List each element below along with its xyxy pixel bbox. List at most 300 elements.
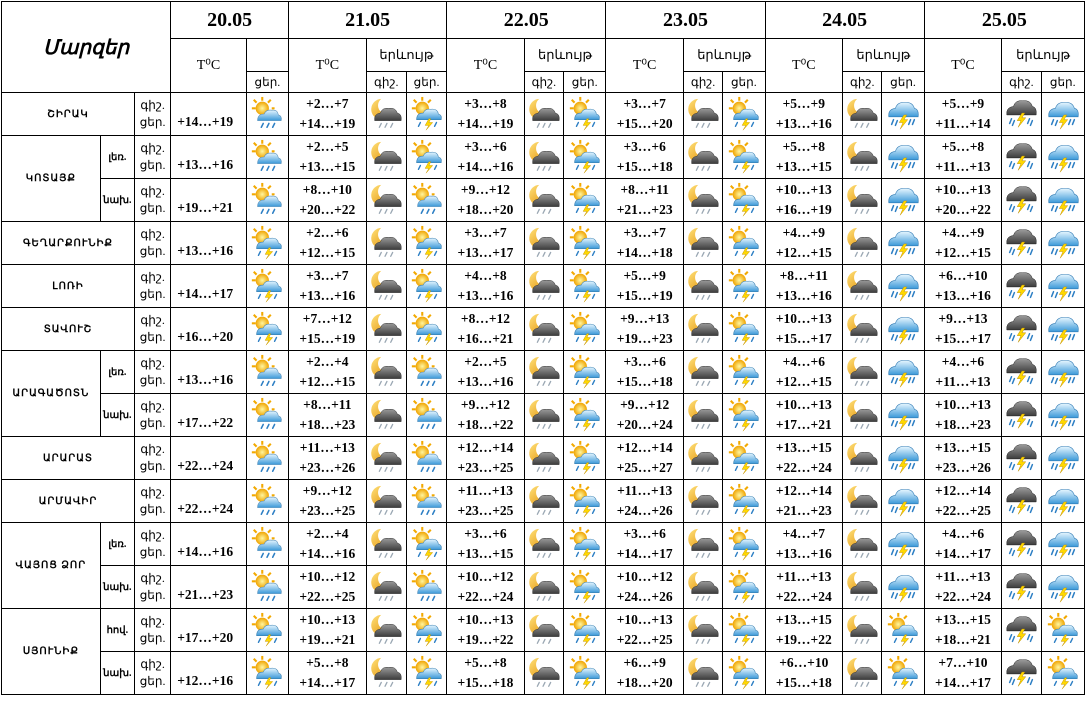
temperature-cell — [171, 566, 247, 609]
day-temp: +18…+23 — [299, 417, 356, 432]
night-temp: +13…+15 — [935, 612, 991, 627]
weather-icon-cell — [843, 222, 882, 265]
moon-cloud-rain-icon — [526, 268, 562, 304]
moon-cloud-rain-icon — [844, 354, 880, 390]
temperature-cell — [606, 394, 684, 437]
temperature-cell — [171, 609, 247, 652]
temperature-cell — [289, 609, 367, 652]
weather-icon-cell — [683, 609, 722, 652]
weather-icon-cell — [723, 351, 765, 394]
weather-icon-cell — [882, 437, 924, 480]
weather-icon-cell — [723, 394, 765, 437]
marz-name: ԱՐԱԳԱԾՈՏՆ — [2, 351, 101, 437]
dark-storm-icon — [1003, 139, 1039, 175]
day-temp: +14…+17 — [299, 675, 356, 690]
marz-name: ՏԱՎՈՒՇ — [2, 308, 135, 351]
moon-cloud-rain-icon — [844, 139, 880, 175]
night-temp: +4…+7 — [782, 526, 825, 541]
moon-cloud-rain-icon — [526, 612, 562, 648]
weather-icon-cell — [246, 480, 288, 523]
sun-cloud-storm-icon — [726, 182, 762, 218]
weather-icon-cell — [406, 394, 446, 437]
period-labels — [134, 652, 170, 695]
temperature-cell — [765, 351, 843, 394]
temperature-cell — [765, 566, 843, 609]
table-header — [2, 2, 1085, 93]
weather-icon-cell — [564, 222, 606, 265]
period-labels — [134, 351, 170, 394]
weather-icon-cell — [564, 394, 606, 437]
temperature-cell — [289, 93, 367, 136]
moon-cloud-rain-icon — [368, 612, 404, 648]
temperature-cell — [924, 308, 1002, 351]
sun-cloud-storm-icon — [409, 268, 445, 304]
day-temp: +13…+16 — [775, 116, 832, 131]
weather-icon-cell — [683, 566, 722, 609]
day-temp: +15…+18 — [775, 675, 832, 690]
weather-icon-cell — [1002, 265, 1041, 308]
event-header: երևույթ — [843, 39, 925, 72]
weather-icon-cell — [246, 265, 288, 308]
moon-cloud-rain-icon — [685, 182, 721, 218]
temperature-cell — [765, 308, 843, 351]
weather-icon-cell — [406, 523, 446, 566]
day-label: ցեր. — [139, 330, 166, 344]
temperature-cell — [171, 308, 247, 351]
moon-cloud-rain-icon — [685, 526, 721, 562]
temperature-cell — [606, 523, 684, 566]
temperature-cell — [924, 480, 1002, 523]
day-temp: +20…+22 — [935, 202, 991, 217]
temp-header: T⁰C — [606, 39, 684, 93]
sun-cloud-storm-icon — [409, 655, 445, 691]
moon-cloud-rain-icon — [844, 526, 880, 562]
period-labels — [134, 222, 170, 265]
weather-icon-cell — [683, 179, 722, 222]
cloud-storm-icon — [885, 526, 921, 562]
weather-icon-cell — [366, 136, 406, 179]
night-temp: +8…+11 — [620, 182, 669, 197]
moon-cloud-rain-icon — [685, 225, 721, 261]
moon-cloud-rain-icon — [526, 225, 562, 261]
weather-icon-cell — [246, 609, 288, 652]
night-temp: +5…+8 — [464, 655, 507, 670]
sun-cloud-rain-icon — [409, 397, 445, 433]
altitude-zone: լեռ. — [100, 351, 134, 394]
moon-cloud-rain-icon — [685, 440, 721, 476]
weather-icon-cell — [564, 480, 606, 523]
day-temp: +22…+24 — [775, 460, 832, 475]
day-temp: +14…+17 — [935, 675, 991, 690]
dark-storm-icon — [1003, 354, 1039, 390]
weather-icon-cell — [882, 480, 924, 523]
weather-icon-cell — [366, 93, 406, 136]
temperature-cell — [447, 136, 525, 179]
day-temp: +18…+21 — [935, 632, 991, 647]
temperature-cell — [289, 351, 367, 394]
temperature-cell — [765, 652, 843, 695]
weather-icon-cell — [1002, 136, 1041, 179]
sun-cloud-storm-icon — [726, 96, 762, 132]
night-subheader: գիշ. — [843, 72, 882, 93]
night-temp: +3…+7 — [464, 225, 507, 240]
night-temp: +10…+13 — [299, 612, 356, 627]
day-temp: +19…+21 — [299, 632, 356, 647]
period-labels — [134, 308, 170, 351]
temperature-cell — [765, 179, 843, 222]
weather-icon-cell — [406, 351, 446, 394]
temperature-cell — [289, 265, 367, 308]
day-label: ցեր. — [139, 158, 166, 172]
weather-icon-cell — [524, 265, 563, 308]
temperature-cell — [924, 609, 1002, 652]
temperature-cell — [606, 222, 684, 265]
weather-icon-cell — [723, 179, 765, 222]
weather-icon-cell — [1041, 179, 1084, 222]
weather-icon-cell — [843, 136, 882, 179]
event-header: երևույթ — [1002, 39, 1085, 72]
temperature-cell — [447, 523, 525, 566]
marz-header: Մարզեր — [2, 2, 171, 93]
temperature-cell — [606, 437, 684, 480]
night-label: գիշ. — [140, 614, 165, 628]
weather-icon-cell — [723, 222, 765, 265]
cloud-storm-icon — [885, 139, 921, 175]
night-temp: +8…+11 — [303, 397, 352, 412]
weather-icon-cell — [843, 523, 882, 566]
weather-icon-cell — [564, 652, 606, 695]
date-header: 23.05 — [606, 2, 765, 39]
weather-icon-cell — [524, 480, 563, 523]
day-temp: +16…+20 — [177, 329, 234, 344]
day-label: ցեր. — [139, 115, 166, 129]
moon-cloud-rain-icon — [685, 397, 721, 433]
weather-icon-cell — [683, 480, 722, 523]
day-temp: +18…+22 — [457, 417, 514, 432]
table-row — [2, 609, 1085, 652]
weather-icon-cell — [843, 265, 882, 308]
weather-icon-cell — [246, 437, 288, 480]
weather-icon-cell — [882, 308, 924, 351]
day-temp: +15…+20 — [616, 116, 673, 131]
moon-cloud-rain-icon — [685, 139, 721, 175]
day-temp: +13…+15 — [775, 159, 832, 174]
moon-cloud-rain-icon — [368, 569, 404, 605]
day-temp: +19…+21 — [177, 200, 234, 215]
altitude-zone: նախ. — [100, 394, 134, 437]
altitude-zone: նախ. — [100, 566, 134, 609]
weather-icon-cell — [366, 609, 406, 652]
moon-cloud-rain-icon — [844, 440, 880, 476]
weather-icon-cell — [683, 136, 722, 179]
moon-cloud-rain-icon — [685, 655, 721, 691]
temperature-cell — [924, 523, 1002, 566]
moon-cloud-rain-icon — [685, 569, 721, 605]
day-temp: +12…+15 — [775, 374, 832, 389]
cloud-storm-icon — [1045, 569, 1081, 605]
table-row — [2, 480, 1085, 523]
day-temp: +11…+14 — [935, 116, 991, 131]
day-temp: +14…+16 — [299, 546, 356, 561]
cloud-storm-icon — [1045, 268, 1081, 304]
night-temp: +3…+8 — [464, 96, 507, 111]
night-temp: +11…+13 — [457, 483, 514, 498]
day-temp: +22…+24 — [775, 589, 832, 604]
day-temp: +15…+19 — [616, 288, 673, 303]
day-label: ցեր. — [139, 674, 166, 688]
period-labels — [134, 609, 170, 652]
night-temp: +12…+14 — [616, 440, 673, 455]
moon-cloud-rain-icon — [368, 483, 404, 519]
moon-cloud-rain-icon — [368, 225, 404, 261]
cloud-storm-icon — [885, 96, 921, 132]
day-temp: +13…+17 — [457, 245, 514, 260]
sun-cloud-storm-icon — [567, 139, 603, 175]
weather-icon-cell — [1002, 480, 1041, 523]
weather-icon-cell — [406, 480, 446, 523]
day-subheader: ցեր. — [564, 72, 606, 93]
temperature-cell — [171, 523, 247, 566]
weather-icon-cell — [366, 437, 406, 480]
night-temp: +2…+7 — [306, 96, 349, 111]
night-temp: +5…+9 — [623, 268, 666, 283]
day-temp: +14…+17 — [177, 286, 234, 301]
temperature-cell — [447, 480, 525, 523]
sun-cloud-storm-icon — [726, 612, 762, 648]
night-temp: +12…+14 — [457, 440, 514, 455]
weather-icon-cell — [564, 93, 606, 136]
day-subheader: ցեր. — [882, 72, 924, 93]
day-temp: +13…+16 — [457, 288, 514, 303]
cloud-storm-icon — [1045, 182, 1081, 218]
weather-icon-cell — [882, 179, 924, 222]
day-temp: +13…+16 — [935, 288, 991, 303]
day-label: ցեր. — [139, 287, 166, 301]
moon-cloud-rain-icon — [844, 655, 880, 691]
altitude-zone: նախ. — [100, 179, 134, 222]
day-temp: +19…+22 — [457, 632, 514, 647]
night-temp: +7…+10 — [938, 655, 988, 670]
sun-cloud-storm-icon — [726, 526, 762, 562]
temperature-cell — [606, 136, 684, 179]
day-temp: +13…+16 — [177, 157, 234, 172]
cloud-storm-icon — [1045, 96, 1081, 132]
temperature-cell — [924, 136, 1002, 179]
temperature-cell — [171, 437, 247, 480]
weather-icon-cell — [723, 308, 765, 351]
temperature-cell — [765, 437, 843, 480]
period-labels — [134, 179, 170, 222]
temperature-cell — [171, 136, 247, 179]
dark-storm-icon — [1003, 440, 1039, 476]
weather-icon-cell — [524, 136, 563, 179]
night-temp: +10…+13 — [775, 182, 832, 197]
moon-cloud-rain-icon — [844, 268, 880, 304]
day-temp: +13…+16 — [299, 288, 356, 303]
temperature-cell — [289, 179, 367, 222]
night-temp: +8…+12 — [460, 311, 511, 326]
night-temp: +6…+10 — [938, 268, 988, 283]
night-temp: +10…+13 — [616, 612, 673, 627]
forecast-table — [1, 1, 1085, 695]
night-temp: +8…+11 — [779, 268, 828, 283]
day-temp: +11…+13 — [935, 374, 991, 389]
day-temp: +17…+20 — [177, 630, 234, 645]
table-row — [2, 179, 1085, 222]
night-subheader: գիշ. — [366, 72, 406, 93]
temperature-cell — [289, 136, 367, 179]
night-temp: +11…+13 — [935, 569, 991, 584]
night-temp: +4…+6 — [941, 354, 985, 369]
day-temp: +18…+20 — [616, 675, 673, 690]
night-temp: +9…+12 — [302, 483, 352, 498]
table-row — [2, 351, 1085, 394]
weather-icon-cell — [1002, 394, 1041, 437]
cloud-storm-icon — [885, 311, 921, 347]
temperature-cell — [765, 523, 843, 566]
night-temp: +3…+6 — [464, 526, 507, 541]
sun-cloud-storm-icon — [567, 440, 603, 476]
night-label: գիշ. — [140, 227, 165, 241]
marz-name: ՍՅՈՒՆԻՔ — [2, 609, 101, 695]
weather-icon-cell — [564, 566, 606, 609]
day-temp: +15…+18 — [616, 159, 673, 174]
night-temp: +5…+8 — [782, 139, 825, 154]
weather-icon-cell — [564, 136, 606, 179]
sun-cloud-rain-icon — [249, 354, 285, 390]
table-row — [2, 394, 1085, 437]
moon-cloud-rain-icon — [844, 569, 880, 605]
day-temp: +23…+26 — [935, 460, 991, 475]
sun-cloud-storm-icon — [726, 139, 762, 175]
moon-cloud-rain-icon — [526, 569, 562, 605]
night-temp: +9…+13 — [938, 311, 988, 326]
weather-icon-cell — [366, 308, 406, 351]
day-temp: +15…+17 — [935, 331, 991, 346]
weather-icon-cell — [366, 480, 406, 523]
temperature-cell — [289, 394, 367, 437]
weather-icon-cell — [564, 351, 606, 394]
weather-icon-cell — [406, 136, 446, 179]
period-labels — [134, 523, 170, 566]
day-label: ցեր. — [139, 416, 166, 430]
weather-icon-cell — [1002, 179, 1041, 222]
temperature-cell — [924, 265, 1002, 308]
date-header: 24.05 — [765, 2, 924, 39]
sun-cloud-rain-icon — [249, 397, 285, 433]
moon-cloud-rain-icon — [526, 182, 562, 218]
weather-icon-cell — [406, 222, 446, 265]
weather-icon-cell — [246, 652, 288, 695]
temperature-cell — [447, 652, 525, 695]
sun-cloud-storm-icon — [1045, 655, 1081, 691]
altitude-zone: նախ. — [100, 652, 134, 695]
dark-storm-icon — [1003, 612, 1039, 648]
weather-icon-cell — [246, 179, 288, 222]
altitude-zone: լեռ. — [100, 136, 134, 179]
weather-icon-cell — [843, 566, 882, 609]
sun-cloud-rain-icon — [249, 526, 285, 562]
weather-icon-cell — [564, 437, 606, 480]
weather-icon-cell — [366, 523, 406, 566]
period-labels — [134, 394, 170, 437]
temperature-cell — [447, 609, 525, 652]
dark-storm-icon — [1003, 483, 1039, 519]
moon-cloud-rain-icon — [685, 311, 721, 347]
night-temp: +10…+12 — [299, 569, 356, 584]
temperature-cell — [171, 265, 247, 308]
cloud-storm-icon — [885, 225, 921, 261]
night-label: գիշ. — [140, 399, 165, 413]
weather-icon-cell — [882, 222, 924, 265]
day-subheader: ցեր. — [723, 72, 765, 93]
table-row — [2, 222, 1085, 265]
weather-icon-cell — [524, 308, 563, 351]
night-temp: +9…+13 — [620, 311, 670, 326]
temperature-cell — [606, 308, 684, 351]
day-temp: +22…+24 — [457, 589, 514, 604]
weather-icon-cell — [524, 222, 563, 265]
day-temp: +13…+16 — [177, 243, 234, 258]
night-temp: +2…+4 — [306, 354, 349, 369]
temperature-cell — [289, 222, 367, 265]
weather-icon-cell — [564, 265, 606, 308]
weather-icon-cell — [1041, 93, 1084, 136]
weather-icon-cell — [882, 394, 924, 437]
night-label: գիշ. — [140, 485, 165, 499]
day-temp: +19…+23 — [616, 331, 673, 346]
table-row — [2, 652, 1085, 695]
night-temp: +5…+9 — [941, 96, 985, 111]
night-subheader: գիշ. — [1002, 72, 1041, 93]
day-temp: +22…+25 — [299, 589, 356, 604]
temperature-cell — [924, 394, 1002, 437]
weather-icon-cell — [843, 93, 882, 136]
cloud-storm-icon — [885, 440, 921, 476]
table-row — [2, 265, 1085, 308]
day-label: ցեր. — [139, 545, 166, 559]
day-temp: +23…+26 — [299, 460, 356, 475]
temperature-cell — [765, 265, 843, 308]
cloud-storm-icon — [1045, 311, 1081, 347]
night-temp: +10…+13 — [775, 311, 832, 326]
temperature-cell — [606, 566, 684, 609]
day-temp: +23…+25 — [457, 503, 514, 518]
cloud-storm-icon — [1045, 225, 1081, 261]
marz-name: ԳԵՂԱՐՔՈՒՆԻՔ — [2, 222, 135, 265]
temperature-cell — [606, 179, 684, 222]
night-temp: +6…+9 — [623, 655, 666, 670]
day-temp: +14…+16 — [457, 159, 514, 174]
day-temp: +12…+16 — [177, 673, 234, 688]
weather-icon-cell — [723, 523, 765, 566]
sun-cloud-rain-icon — [409, 483, 445, 519]
weather-icon-cell — [723, 652, 765, 695]
weather-icon-cell — [406, 609, 446, 652]
moon-cloud-rain-icon — [368, 96, 404, 132]
day-temp: +12…+15 — [299, 245, 356, 260]
weather-icon-cell — [723, 609, 765, 652]
day-label: ցեր. — [139, 373, 166, 387]
weather-icon-cell — [366, 652, 406, 695]
night-temp: +10…+12 — [457, 569, 514, 584]
altitude-zone: հով. — [100, 609, 134, 652]
day-temp: +16…+19 — [775, 202, 832, 217]
table-row — [2, 93, 1085, 136]
dark-storm-icon — [1003, 96, 1039, 132]
night-temp: +11…+13 — [299, 440, 355, 455]
temperature-cell — [171, 480, 247, 523]
